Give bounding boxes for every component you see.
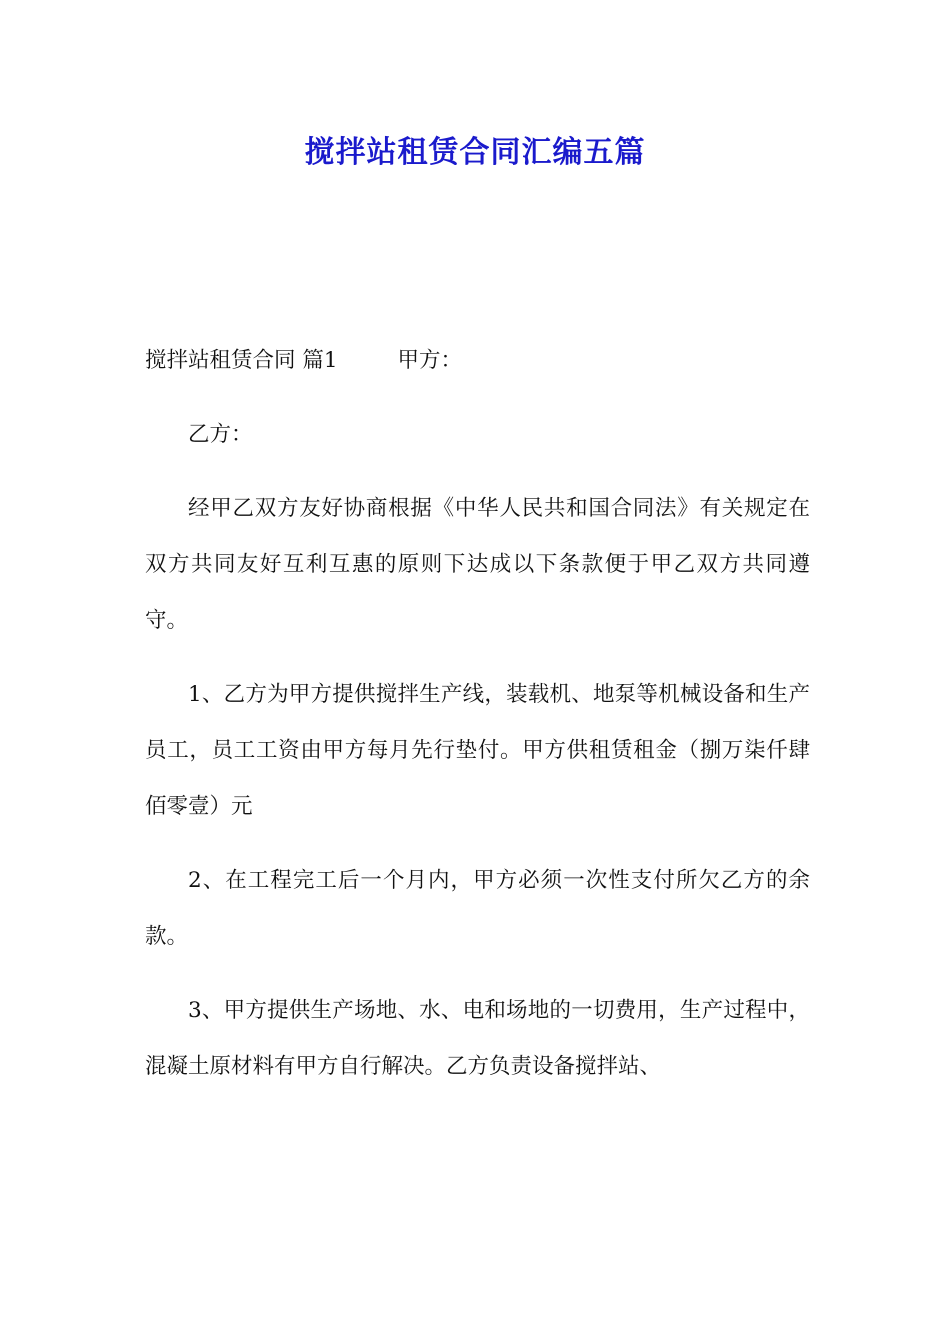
clause-3-paragraph: 3、甲方提供生产场地、水、电和场地的一切费用，生产过程中，混凝土原材料有甲方自行解决。乙方负责设备搅拌站、 — [145, 998, 810, 1079]
clause-2-paragraph: 2、在工程完工后一个月内，甲方必须一次性支付所欠乙方的余款。 — [145, 868, 810, 949]
document-body — [145, 333, 810, 1113]
document-title: 搅拌站租赁合同汇编五篇 — [304, 135, 646, 170]
party-a-label: 甲方： — [397, 348, 463, 373]
party-b-line: 乙方： — [188, 422, 253, 447]
contract-heading-line — [145, 333, 810, 389]
contract-label: 搅拌站租赁合同 篇1 — [145, 348, 338, 373]
preamble-paragraph: 经甲乙双方友好协商根据《中华人民共和国合同法》有关规定在双方共同友好互利互惠的原则下达成以下条款便于甲乙双方共同遵守。 — [145, 496, 810, 633]
clause-1-paragraph: 1、乙方为甲方提供搅拌生产线，装载机、地泵等机械设备和生产员工，员工工资由甲方每月先行垫付。甲方供租赁租金（捌万柒仟肆佰零壹）元 — [145, 682, 810, 819]
